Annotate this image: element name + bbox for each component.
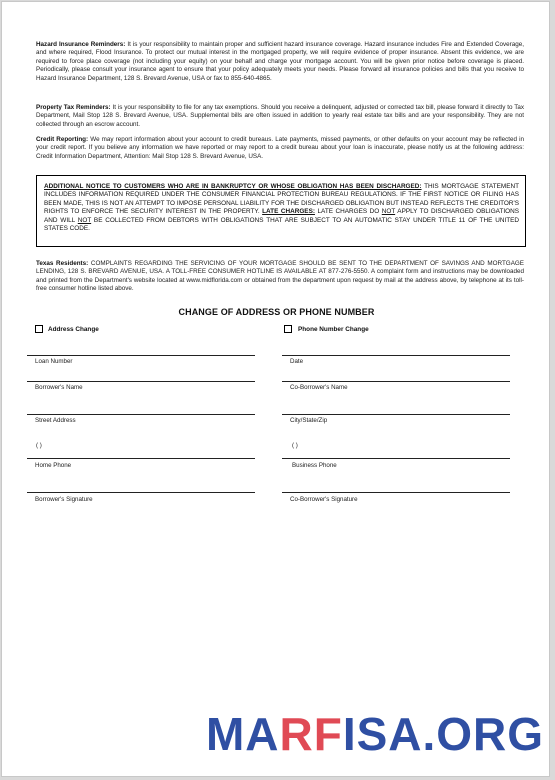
phone-change-label: Phone Number Change (298, 326, 369, 333)
address-change-label: Address Change (48, 326, 99, 333)
texas-body: COMPLAINTS REGARDING THE SERVICING OF YOUR MORTGAGE SHOULD BE SENT TO THE DEPARTMENT OF SAVINGS AND MORTGAGE LENDING, 128 S. BREVARD AVENUE, USA. A TOLL-FREE CONSUMER HOTLINE IS AVAILABLE AT 877-276-5550. A complaint form and instructions may be downloaded and printed from the Department's website located at www.midflorida.com or obtained from the department upon request by mail at the address above, by telephone at its toll-free consumer hotline listed above. (36, 260, 524, 293)
borrower-signature-field[interactable] (27, 492, 255, 493)
date-field[interactable] (282, 355, 510, 356)
business-phone-field[interactable] (282, 458, 510, 459)
address-change-checkbox[interactable] (35, 325, 43, 333)
coborrower-name-label: Co-Borrower's Name (290, 384, 348, 391)
notice-heading: ADDITIONAL NOTICE TO CUSTOMERS WHO ARE IN BANKRUPTCY OR WHOSE OBLIGATION HAS BEEN DISCHARGED: (44, 183, 422, 190)
texas-residents-paragraph (36, 260, 524, 294)
change-of-address-title: CHANGE OF ADDRESS OR PHONE NUMBER (178, 307, 375, 317)
home-phone-label: Home Phone (35, 462, 72, 469)
credit-body: We may report information about your account to credit bureaus. Late payments, missed payments, or other defaults on your account may be reflected in your credit report. If you believe any information we have reported or may report to a credit bureau about your loan is inaccurate, please notify us at the following address: Credit Information Department, Attention: Mail Stop 128 S. Brevard Avenue, USA. (36, 136, 525, 160)
notice-part4: BE COLLECTED FROM DEBTORS WITH OBLIGATIONS THAT ARE SUBJECT TO AN AUTOMATIC STAY UNDER TITLE 11 OF THE UNITED STATES CODE. (44, 216, 520, 233)
hazard-body: It is your responsibility to maintain proper and sufficient hazard insurance coverage. Hazard insurance includes Fire and Extended Coverage, and where required, Flood Insurance. To protect our mutual interest in the mortgaged property, we will require evidence of proper insurance. Absent this evidence, we are required to force place coverage (not including your equity) on your behalf and charge your mortgage account. You will be given prior notice before coverage is placed. Periodically, please consult your insurance agent to ensure that your policy adequately meets your needs. Please forward all insurance policies and bills that you receive to Hazard Insurance Department, 128 S. Brevard Avenue, USA or fax to 855-640-4865. (36, 41, 525, 82)
business-area-code: ( ) (292, 442, 298, 449)
notice-not-2: NOT (77, 216, 92, 224)
bankruptcy-notice-box (36, 175, 526, 247)
loan-number-label: Loan Number (35, 358, 73, 365)
coborrower-signature-field[interactable] (282, 492, 510, 493)
statement-page (1, 1, 550, 777)
home-phone-field[interactable] (27, 458, 255, 459)
logo-text (206, 708, 544, 758)
coborrower-signature-label: Co-Borrower's Signature (290, 496, 358, 503)
coborrower-name-field[interactable] (282, 381, 510, 382)
loan-number-field[interactable] (27, 355, 255, 356)
borrower-name-label: Borrower's Name (35, 384, 83, 391)
late-charges-label: LATE CHARGES: (262, 208, 315, 216)
credit-reporting-paragraph (36, 136, 524, 161)
property-tax-paragraph (36, 104, 524, 129)
business-phone-label: Business Phone (292, 462, 337, 469)
borrower-signature-label: Borrower's Signature (35, 496, 93, 503)
property-tax-heading: Property Tax Reminders: (36, 104, 111, 111)
notice-not-1: NOT (381, 208, 396, 216)
credit-heading: Credit Reporting: (36, 136, 89, 143)
logo-rest: ISA.ORG (342, 708, 545, 758)
property-tax-body: It is your responsibility to file for any tax exemptions. Should you receive a delinquent, adjusted or corrected tax bill, please forward it directly to Tax Department, Mail Stop 128 S. Brevard Avenue, USA. Supplemental bills are often issued in addition to yearly real estate tax bills and are your responsibility. They are not collected through an escrow account. (36, 104, 525, 128)
hazard-heading: Hazard Insurance Reminders: (36, 41, 126, 48)
street-address-label: Street Address (35, 417, 76, 424)
texas-heading: Texas Residents: (36, 260, 89, 267)
logo-ma: MA (205, 708, 280, 758)
home-area-code: ( ) (36, 442, 42, 449)
notice-part1: THIS MORTGAGE STATEMENT INCLUDES INFORMATION REQUIRED UNDER THE CONSUMER FINANCIAL PROTECTION BUREAU REGULATIONS. IF THE FIRST NOTICE OR FILING HAS BEEN MADE, THIS IS NOT AN ATTEMPT TO IMPOSE PERSONAL LIABILITY FOR THE DISCHARGED OBLIGATION BUT INSTEAD REFLECTS THE CREDITOR'S RIGHTS TO ENFORCE THE SECURITY INTEREST IN THE PROPERTY. (44, 183, 519, 216)
street-address-field[interactable] (27, 414, 255, 415)
borrower-name-field[interactable] (27, 381, 255, 382)
notice-part2: LATE CHARGES DO (314, 208, 382, 216)
hazard-insurance-paragraph (36, 41, 524, 83)
date-label: Date (290, 358, 304, 365)
logo-rf: RF (279, 708, 343, 758)
marfisa-logo (205, 706, 545, 758)
notice-part3: APPLY TO DISCHARGED OBLIGATIONS AND WILL (44, 208, 519, 224)
phone-change-checkbox[interactable] (284, 325, 292, 333)
city-state-zip-label: City/State/Zip (290, 417, 328, 424)
city-state-zip-field[interactable] (282, 414, 510, 415)
marfisa-logo-wordmark (205, 706, 545, 758)
